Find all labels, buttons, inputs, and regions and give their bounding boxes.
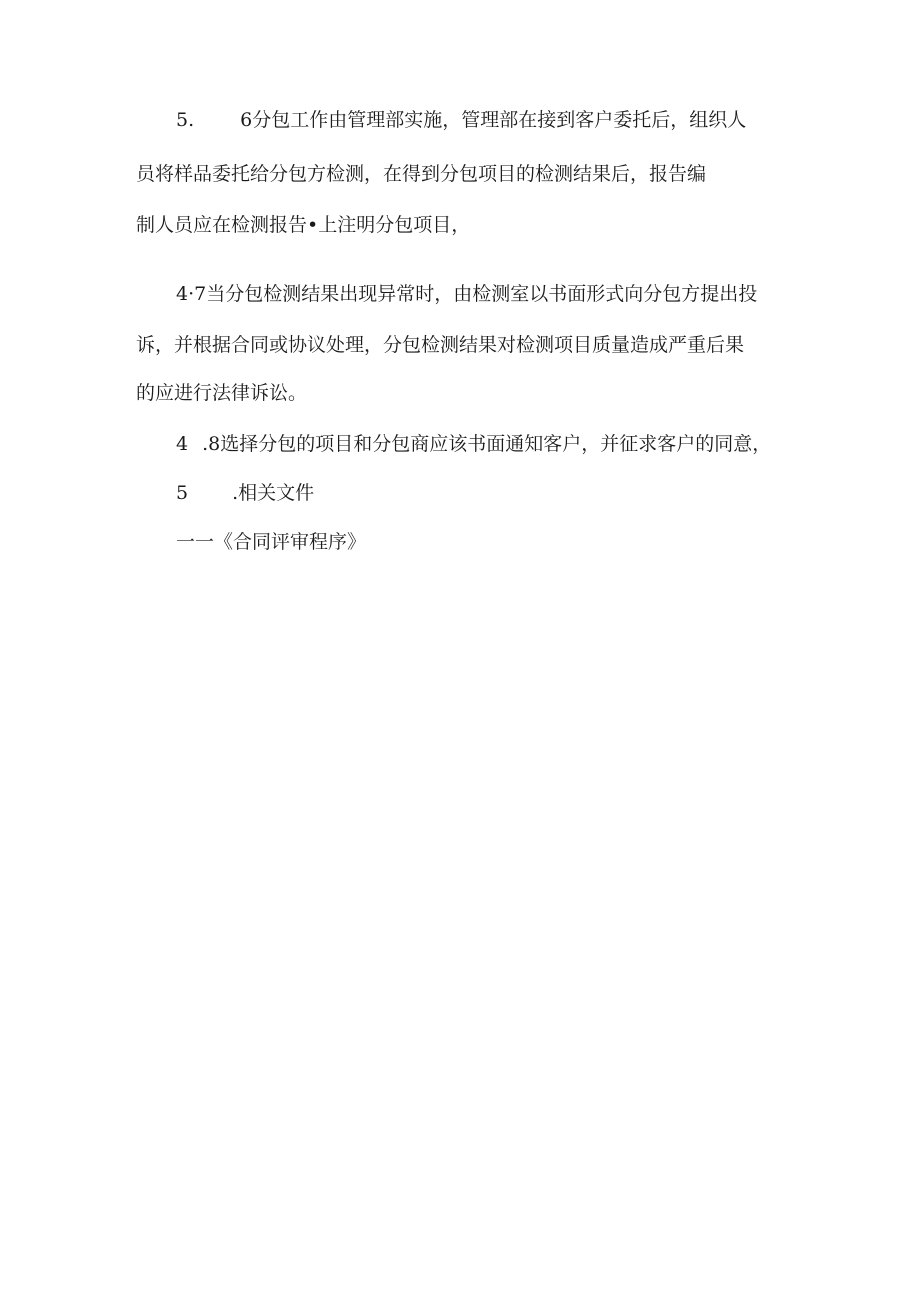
paragraph-4-6-number-b: 6 bbox=[240, 109, 253, 131]
paragraph-4-6-text: 分包工作由管理部实施，管理部在接到客户委托后，组织人 bbox=[252, 109, 747, 131]
reference-contract-review: 一一《合同评审程序》 bbox=[176, 531, 367, 553]
paragraph-4-7-line-3: 的应进行法律诉讼。 bbox=[136, 382, 308, 404]
paragraph-4-7-line-1: 4·7当分包检测结果出现异常时，由检测室以书面形式向分包方提出投 bbox=[176, 283, 758, 305]
paragraph-4-6-line-3: 制人员应在检测报告•上注明分包项目， bbox=[136, 214, 471, 236]
paragraph-4-6-line-2: 员将样品委托给分包方检测，在得到分包项目的检测结果后，报告编 bbox=[136, 163, 707, 185]
section-5-number: 5 bbox=[176, 482, 189, 504]
paragraph-4-8 bbox=[176, 432, 771, 456]
section-5-title: .相关文件 bbox=[232, 482, 315, 504]
paragraph-4-6-line-1 bbox=[176, 108, 746, 132]
paragraph-4-6-number-a: 5. bbox=[176, 109, 195, 131]
paragraph-4-7-line-2: 诉，并根据合同或协议处理，分包检测结果对检测项目质量造成严重后果 bbox=[136, 334, 745, 356]
paragraph-4-8-number: 4 bbox=[176, 433, 189, 455]
paragraph-4-8-text: .8选择分包的项目和分包商应该书面通知客户，并征求客户的同意， bbox=[202, 433, 772, 455]
section-5-heading bbox=[176, 481, 314, 505]
